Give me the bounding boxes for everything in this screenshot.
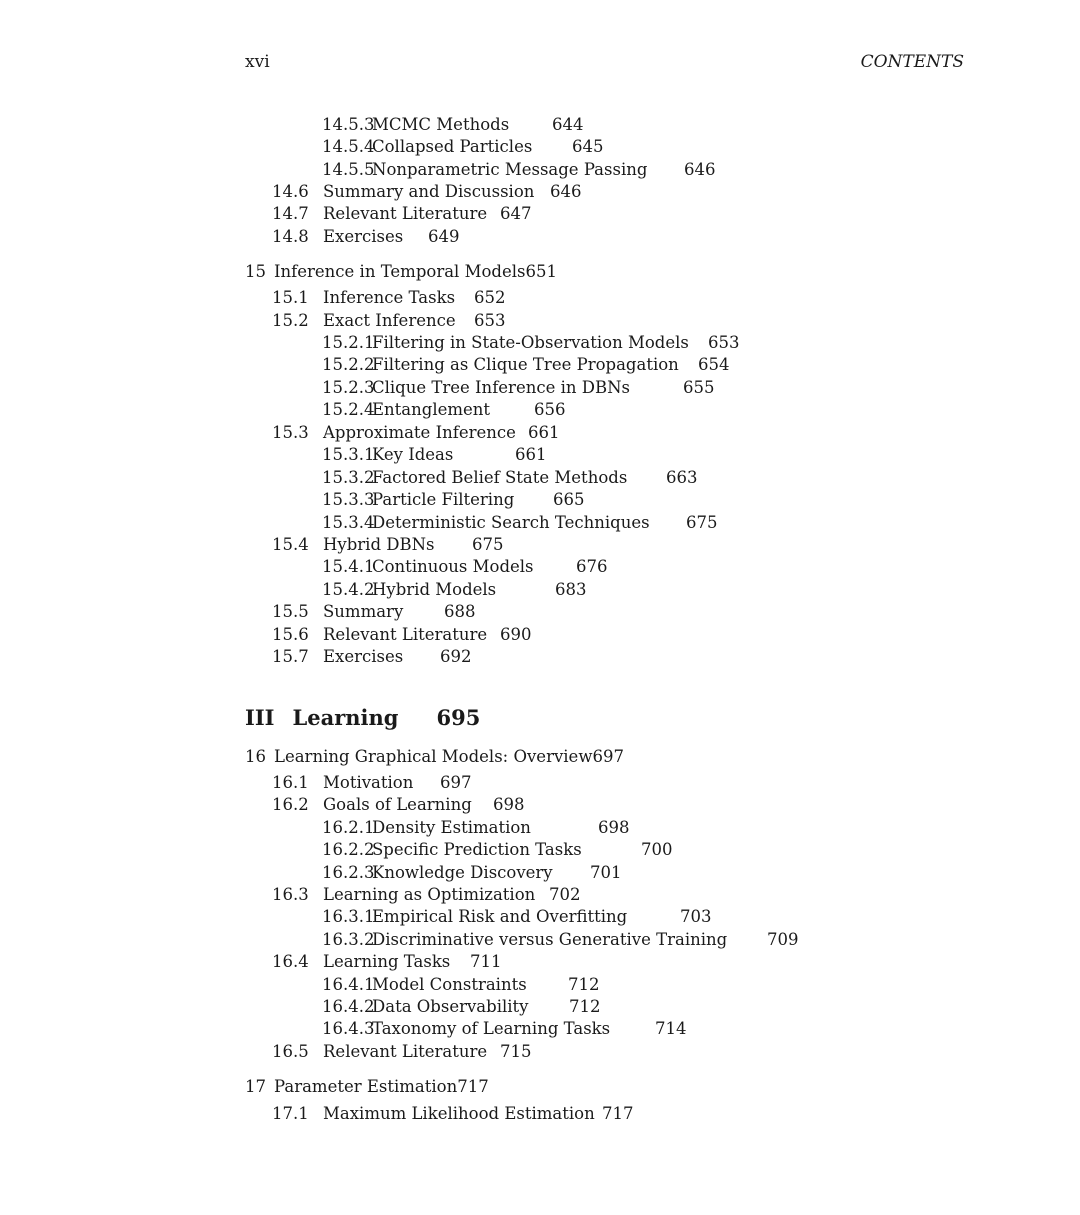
toc-entry-title: Learning Tasks [323,952,451,971]
toc-entry-number: 15.4 [272,535,309,554]
toc-entry-number: 15.1 [272,288,309,307]
toc-entry-page: 663 [666,468,698,487]
toc-entry-title: Particle Filtering [372,490,515,509]
toc-entry-title: Collapsed Particles [372,137,533,156]
toc-entry-page: 653 [474,311,506,330]
toc-entry-title: Filtering as Clique Tree Propagation [372,355,679,374]
toc-entry-title: MCMC Methods [372,115,510,134]
running-title: CONTENTS [860,52,964,72]
toc-entry-title: Maximum Likelihood Estimation [323,1104,595,1123]
toc-entry-number: 16 [245,747,266,766]
toc-entry-title: Deterministic Search Techniques [372,513,650,532]
toc-entry-page: 675 [686,513,718,532]
toc-entry-chapter [245,747,624,767]
toc-entry-title: Summary and Discussion [323,182,535,201]
toc-entry-number: 16.1 [272,773,309,792]
toc-entry-number: 16.2 [272,795,309,814]
toc-entry-title: Hybrid DBNs [323,535,435,554]
toc-entry-page: 698 [493,795,525,814]
toc-entry-number: 16.4 [272,952,309,971]
toc-entry-title: Learning as Optimization [323,885,536,904]
toc-entry-number: 15.2.1 [322,333,375,352]
toc-entry-number: 16.5 [272,1042,309,1061]
toc-entry-page: 688 [444,602,476,621]
toc-entry-title: Specific Prediction Tasks [372,840,582,859]
toc-entry-page: 695 [436,705,481,730]
toc-entry-number: 15.4.2 [322,580,375,599]
toc-entry-page: 653 [708,333,740,352]
toc-entry-title: Motivation [323,773,414,792]
toc-entry-title: Discriminative versus Generative Training [372,930,728,949]
toc-entry-page: 714 [655,1019,687,1038]
toc-entry-chapter [245,1077,489,1097]
toc-entry-title: Parameter Estimation [274,1077,458,1096]
toc-entry-number: 14.7 [272,204,309,223]
toc-entry-number: 15.2.3 [322,378,375,397]
toc-entry-page: 651 [525,262,557,281]
toc-entry-title: Summary [323,602,404,621]
toc-entry-number: 16.3.2 [322,930,375,949]
toc-entry-page: 655 [683,378,715,397]
toc-entry-number: 16.4.2 [322,997,375,1016]
toc-entry-page: 675 [472,535,504,554]
toc-entry-title: Empirical Risk and Overfitting [372,907,628,926]
toc-entry-page: 697 [440,773,472,792]
toc-entry-page: 712 [569,997,601,1016]
toc-entry-title: Clique Tree Inference in DBNs [372,378,630,397]
toc-entry-chapter [245,262,557,282]
toc-entry-page: 676 [576,557,608,576]
toc-entry-title: Filtering in State-Observation Models [372,333,689,352]
toc-entry-number: 16.3.1 [322,907,375,926]
toc-entry-page: 644 [552,115,584,134]
toc-entry-number: 14.5.4 [322,137,375,156]
toc-entry-title: Approximate Inference [323,423,516,442]
toc-entry-page: 692 [440,647,472,666]
toc-entry-title: Exercises [323,227,404,246]
toc-entry-title: Learning Graphical Models: Overview [274,747,593,766]
toc-entry-number: 16.4.1 [322,975,375,994]
toc-entry-page: 646 [550,182,582,201]
toc-entry-number: 15.4.1 [322,557,375,576]
toc-entry-title: Exact Inference [323,311,456,330]
toc-entry-number: 17.1 [272,1104,309,1123]
toc-entry-number: 15.3.2 [322,468,375,487]
toc-entry-page: 717 [457,1077,489,1096]
toc-entry-title: Relevant Literature [323,204,488,223]
toc-entry-number: 16.3 [272,885,309,904]
toc-entry-number: 17 [245,1077,266,1096]
toc-entry-number: 15 [245,262,266,281]
toc-entry-number: III [245,705,275,730]
toc-entry-title: Density Estimation [372,818,531,837]
toc-entry-number: 14.6 [272,182,309,201]
toc-entry-number: 16.2.3 [322,863,375,882]
toc-entry-page: 709 [767,930,799,949]
toc-entry-number: 14.8 [272,227,309,246]
toc-entry-page: 700 [641,840,673,859]
toc-entry-page: 690 [500,625,532,644]
toc-entry-title: Exercises [323,647,404,666]
toc-entry-page: 698 [598,818,630,837]
toc-entry-page: 701 [590,863,622,882]
toc-entry-page: 697 [592,747,624,766]
toc-entry-page: 703 [680,907,712,926]
toc-entry-page: 656 [534,400,566,419]
toc-entry-title: Nonparametric Message Passing [372,160,648,179]
toc-entry-page: 717 [602,1104,634,1123]
toc-entry-page: 647 [500,204,532,223]
toc-entry-title: Data Observability [372,997,529,1016]
toc-entry-title: Continuous Models [372,557,534,576]
toc-entry-title: Knowledge Discovery [372,863,553,882]
toc-entry-number: 15.3.1 [322,445,375,464]
toc-entry-number: 15.2 [272,311,309,330]
toc-entry-page: 702 [549,885,581,904]
toc-entry-title: Hybrid Models [372,580,497,599]
toc-entry-page: 645 [572,137,604,156]
toc-entry-number: 15.3.3 [322,490,375,509]
page-number: xvi [245,52,270,72]
toc-entry-title: Key Ideas [372,445,454,464]
toc-entry-title: Inference Tasks [323,288,456,307]
toc-entry-title: Learning [292,705,399,730]
toc-entry-title: Taxonomy of Learning Tasks [372,1019,611,1038]
toc-entry-page: 652 [474,288,506,307]
toc-entry-number: 15.3.4 [322,513,375,532]
toc-entry-number: 16.4.3 [322,1019,375,1038]
toc-entry-number: 14.5.3 [322,115,375,134]
toc-entry-page: 646 [684,160,716,179]
toc-entry-page: 712 [568,975,600,994]
toc-entry-part [245,705,481,730]
toc-entry-number: 15.7 [272,647,309,666]
toc-entry-number: 16.2.1 [322,818,375,837]
toc-entry-page: 649 [428,227,460,246]
toc-entry-page: 661 [528,423,560,442]
toc-entry-number: 15.2.2 [322,355,375,374]
toc-entry-title: Relevant Literature [323,625,488,644]
toc-entry-title: Relevant Literature [323,1042,488,1061]
toc-entry-number: 15.2.4 [322,400,375,419]
toc-entry-number: 16.2.2 [322,840,375,859]
toc-entry-title: Factored Belief State Methods [372,468,628,487]
toc-entry-title: Model Constraints [372,975,527,994]
toc-entry-page: 711 [470,952,502,971]
toc-entry-page: 665 [553,490,585,509]
toc-entry-number: 14.5.5 [322,160,375,179]
toc-entry-title: Entanglement [372,400,491,419]
toc-entry-title: Goals of Learning [323,795,472,814]
toc-entry-page: 715 [500,1042,532,1061]
toc-entry-page: 683 [555,580,587,599]
toc-entry-page: 661 [515,445,547,464]
toc-entry-number: 15.6 [272,625,309,644]
toc-entry-page: 654 [698,355,730,374]
toc-entry-title: Inference in Temporal Models [274,262,526,281]
toc-entry-number: 15.3 [272,423,309,442]
toc-entry-number: 15.5 [272,602,309,621]
